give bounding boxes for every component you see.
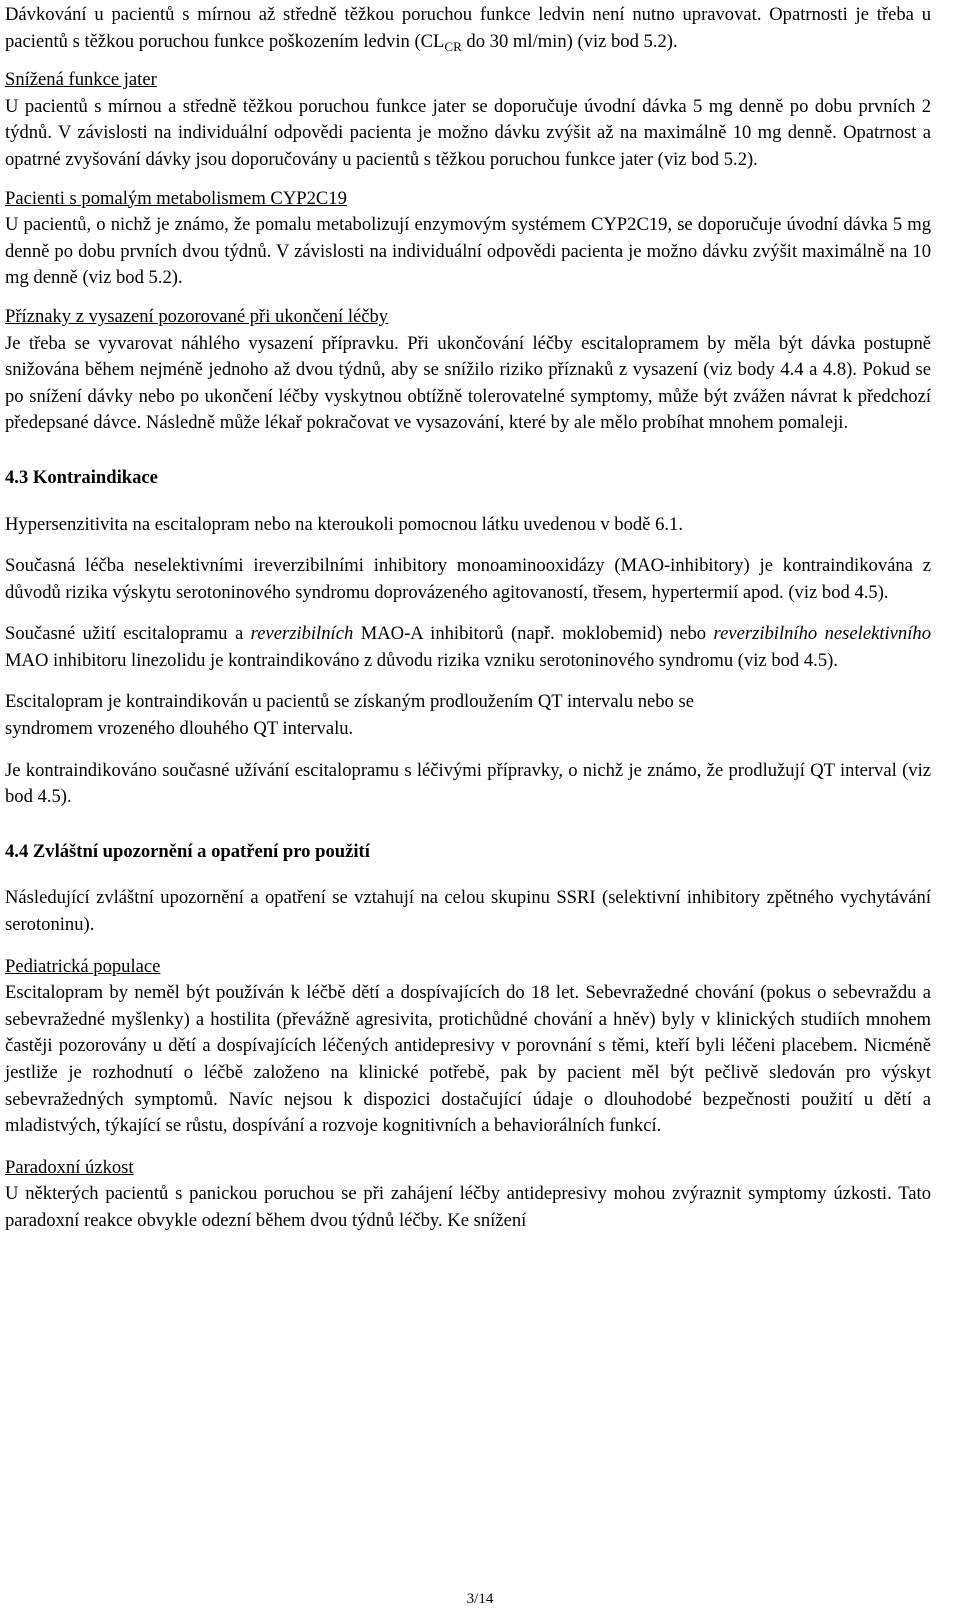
pediatric-heading: Pediatrická populace: [5, 955, 161, 977]
clcr-subscript: CR: [444, 38, 462, 54]
section-4-3-title: 4.3 Kontraindikace: [5, 466, 158, 488]
anxiety-text: U některých pacientů s panickou poruchou se při zahájení léčby antidepresivy mohou zvýraznit symptomy úzkosti. Tato paradoxní reakce obvykle odezní během dvou týdnů léčby. Ke snížení: [5, 1183, 931, 1231]
liver-heading: Snížená funkce jater: [5, 69, 157, 91]
pediatric-section: [5, 954, 931, 1140]
cyp-heading: Pacienti s pomalým metabolismem CYP2C19: [5, 187, 347, 209]
anxiety-heading: Paradoxní úzkost: [5, 1156, 134, 1178]
contraindication-4: Escitalopram je kontraindikován u pacientů se získaným prodloužením QT intervalu nebo se syndromem vrozeného dlouhého QT intervalu.: [5, 691, 694, 740]
section-4-4-title: 4.4 Zvláštní upozornění a opatření pro použití: [5, 840, 370, 862]
withdrawal-section: [5, 304, 931, 437]
contraindication-3: Současné užití escitalopramu a reverzibilních MAO-A inhibitorů (např. moklobemid) nebo reverzibilního neselektivního MAO inhibitoru linezolidu je kontraindikováno z důvodu rizika vzniku serotoninového syndromu (viz bod 4.5).: [5, 623, 931, 671]
ssri-paragraph: Následující zvláštní upozornění a opatření se vztahují na celou skupinu SSRI (selektivní inhibitory zpětného vychytávání serotoninu).: [5, 887, 931, 936]
withdrawal-text: Je třeba se vyvarovat náhlého vysazení přípravku. Při ukončování léčby escitalopramem by měla být dávka postupně snižována během nejméně jednoho až dvou týdnů, aby se snížilo riziko příznaků z vysazení (viz body 4.4 a 4.8). Pokud se po snížení dávky nebo po ukončení léčby vyskytnou obtížně tolerovatelné symptomy, může být zvážen návrat k předchozí předepsané dávce. Následně může lékař pokračovat ve vysazování, které by ale mělo probíhat mnohem pomaleji.: [5, 332, 931, 434]
liver-text: U pacientů s mírnou a středně těžkou poruchou funkce jater se doporučuje úvodní dávka 5 mg denně po dobu prvních 2 týdnů. V závislosti na individuální odpovědi pacienta je možno dávku zvýšit až na maximálně 10 mg denně. Opatrnost a opatrné zvyšování dávky jsou doporučovány u pacientů s těžkou poruchou funkce jater (viz bod 5.2).: [5, 95, 931, 170]
anxiety-section: [5, 1155, 931, 1235]
liver-section: [5, 67, 931, 173]
pediatric-text: Escitalopram by neměl být používán k léčbě dětí a dospívajících do 18 let. Sebevražedné chování (pokus o sebevraždu a sebevražedné myšlenky) a hostilita (převážně agresivita, protichůdné chování a hněv) byly v klinických studiích mnohem častěji pozorovány u dětí a dospívajících léčených antidepresivy v porovnání s těmi, kteří byli léčeni placebem. Nicméně jestliže je rozhodnutí o léčbě založeno na klinické potřebě, pak by pacient měl být pečlivě sledován pro výskyt sebevražedných symptomů. Navíc nejsou k dispozici dostačující údaje o dlouhodobé bezpečnosti použití u dětí a mladistvých, týkající se růstu, dospívání a rozvoje kognitivních a behaviorálních funkcí.: [5, 982, 931, 1137]
cyp-section: [5, 186, 931, 292]
page-number: 3/14: [466, 1591, 494, 1607]
cyp-text: U pacientů, o nichž je známo, že pomalu metabolizují enzymovým systémem CYP2C19, se doporučuje úvodní dávka 5 mg denně po dobu prvních dvou týdnů. V závislosti na individuální odpovědi pacienta je možno dávku zvýšit maximálně na 10 mg denně (viz bod 5.2).: [5, 214, 931, 289]
contraindication-1: Hypersenzitivita na escitalopram nebo na kteroukoli pomocnou látku uvedenou v bodě 6.1.: [5, 513, 683, 535]
contraindication-2: Současná léčba neselektivními ireverzibilními inhibitory monoaminooxidázy (MAO-inhibitory) je kontraindikována z důvodů rizika výskytu serotoninového syndromu doprovázeného agitovaností, třesem, hypertermií apod. (viz bod 4.5).: [5, 555, 931, 603]
withdrawal-heading: Příznaky z vysazení pozorované při ukončení léčby: [5, 305, 389, 327]
renal-paragraph: Dávkování u pacientů s mírnou až středně těžkou poruchou funkce ledvin není nutno upravovat. Opatrnosti je třeba u pacientů s těžkou poruchou funkce poškozením ledvin ($CL_{CR}$ do 30 ml/min) (viz bod 5.2).: [5, 4, 931, 54]
document-page: [5, 2, 931, 1235]
contraindication-5: Je kontraindikováno současné užívání escitalopramu s léčivými přípravky, o nichž je známo, že prodlužují QT interval (viz bod 4.5).: [5, 759, 931, 808]
